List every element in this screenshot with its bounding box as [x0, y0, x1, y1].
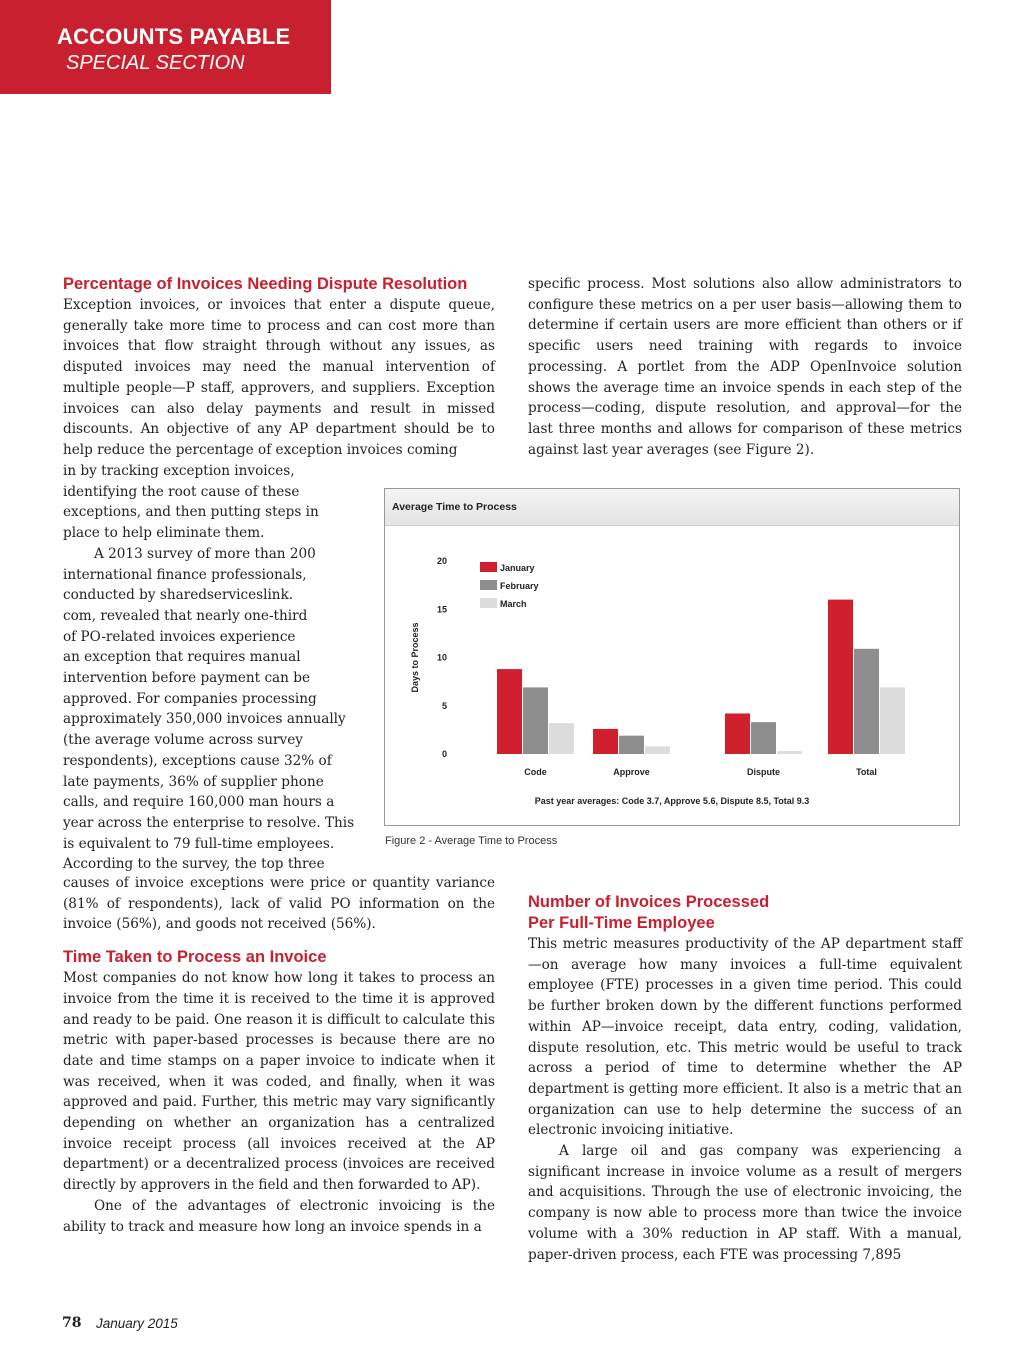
y-tick-label: 10	[436, 652, 447, 663]
text-line: intervention before payment can be	[63, 670, 310, 687]
bar-march-code	[549, 723, 574, 754]
bar-january-dispute	[725, 713, 750, 754]
text-line: year across the enterprise to resolve. This	[63, 814, 355, 831]
issue-date: January 2015	[96, 1316, 178, 1331]
chart-title: Average Time to Process	[392, 501, 517, 513]
banner-subtitle: SPECIAL SECTION	[66, 52, 245, 74]
text-line: com, revealed that nearly one-third	[63, 607, 308, 624]
x-tick-label: Dispute	[746, 767, 781, 777]
paragraph-productivity: This metric measures productivity of the AP department staff—on average how many invoices a full-time equivalent employee (FTE) processes in a given time period. This could be further broken down by the different functions performed within AP—invoice receipt, data entry, coding, validation, dispute resolution, etc. This metric would be useful to track across a period of time to determine whether the AP department is getting more efficient. It also is a metric that an organization can use to help determine the success of an electronic invoicing initiative.	[528, 936, 962, 1139]
bar-february-total	[854, 649, 879, 754]
figure-average-time	[384, 488, 960, 826]
text-line: According to the survey, the top three	[63, 856, 325, 873]
bar-january-code	[497, 669, 522, 754]
text-line: of PO-related invoices experience	[63, 628, 296, 645]
text-line: international finance professionals,	[63, 566, 307, 583]
bar-february-dispute	[751, 722, 776, 754]
paragraph-time-to-process: Most companies do not know how long it takes to process an invoice from the time it is received to the time it is approved and ready to be paid. One reason it is difficult to calculate this metric with paper-based processes is because there are no date and time stamps on a paper invoice to indicate when it was received, when it was coded, and finally, when it was approved and paid. Further, this metric may vary significantly depending on whether an organization has a centralized invoice receipt process (all invoices received at the AP department) or a decentralized process (invoices are received directly by approvers in the field and then forwarded to AP).	[63, 970, 495, 1194]
paragraph-exception-invoices: Exception invoices, or invoices that enter a dispute queue, generally take more time to process and can cost more than invoices that flow straight through without any issues, as disputed invoices may need the manual intervention of multiple people—P staff, approvers, and suppliers. Exception invoices can also delay payments and result in missed discounts. An objective of any AP department should be to help reduce the percentage of exception invoices coming	[63, 297, 495, 458]
text-line: exceptions, and then putting steps in	[63, 504, 319, 521]
heading-time-to-process: Time Taken to Process an Invoice	[63, 948, 327, 967]
bar-chart	[385, 525, 959, 825]
heading-line-1: Number of Invoices Processed	[528, 893, 770, 911]
bar-february-approve	[619, 736, 644, 754]
text-line: conducted by sharedserviceslink.	[63, 587, 294, 604]
paragraph-oil-gas: A large oil and gas company was experiencing a significant increase in invoice volume as a result of mergers and acquisitions. Through the use of electronic invoicing, the company is now able to process more than twice the invoice volume with a 30% reduction in AP staff. With a manual, paper-driven process, each FTE was processing 7,895	[528, 1143, 962, 1263]
text-line: in by tracking exception invoices,	[63, 463, 295, 479]
bar-january-approve	[593, 729, 618, 754]
heading-invoices-per-fte	[528, 892, 962, 934]
text-line: calls, and require 160,000 man hours a	[63, 794, 335, 811]
bar-march-approve	[645, 746, 670, 754]
paragraph-survey-tail: causes of invoice exceptions were price or quantity variance (81% of respondents), lack of valid PO information on the invoice (56%), and goods not received (56%).	[63, 875, 495, 933]
text-line: approximately 350,000 invoices annually	[63, 711, 346, 728]
left-column-narrow	[63, 461, 378, 875]
text-line: A 2013 survey of more than 200	[94, 545, 316, 562]
text-line: respondents), exceptions cause 32% of	[63, 752, 332, 769]
y-axis-label: Days to Process	[410, 622, 420, 693]
legend-swatch-march	[480, 598, 497, 608]
text-line: an exception that requires manual	[63, 649, 301, 666]
x-tick-label: Code	[524, 767, 547, 777]
legend-swatch-january	[480, 562, 497, 572]
text-line: approved. For companies processing	[63, 690, 317, 707]
legend-label: February	[500, 581, 539, 591]
y-tick-label: 5	[441, 700, 447, 711]
bar-march-total	[880, 687, 905, 754]
chart-annotation: Past year averages: Code 3.7, Approve 5.6, Dispute 8.5, Total 9.3	[534, 796, 810, 806]
heading-line-2: Per Full-Time Employee	[528, 914, 715, 932]
legend-swatch-february	[480, 580, 497, 590]
text-line: (the average volume across survey	[63, 732, 303, 749]
paragraph-specific-process: specific process. Most solutions also allow administrators to configure these metrics on a per user basis—allowing them to determine if certain users are more efficient than others or if specific users need training with regards to invoice processing. A portlet from the ADP OpenInvoice solution shows the average time an invoice spends in each step of the process—coding, dispute resolution, and approval—for the last three months and allows for comparison of these metrics against last year averages (see Figure 2).	[528, 276, 962, 458]
right-column-bottom	[528, 892, 962, 1265]
left-column-top	[63, 274, 495, 461]
bar-january-total	[828, 600, 853, 754]
legend-label: January	[500, 563, 535, 573]
right-column-top	[528, 274, 962, 460]
paragraph-electronic-invoicing: One of the advantages of electronic invoicing is the ability to track and measure how long an invoice spends in a	[63, 1197, 495, 1235]
figure-caption: Figure 2 - Average Time to Process	[385, 835, 558, 847]
y-tick-label: 0	[441, 749, 447, 759]
heading-dispute-resolution: Percentage of Invoices Needing Dispute Resolution	[63, 275, 468, 293]
bar-february-code	[523, 687, 548, 754]
text-line: late payments, 36% of supplier phone	[63, 773, 324, 790]
x-tick-label: Total	[856, 767, 877, 777]
page-number: 78	[62, 1315, 82, 1331]
legend-label: March	[500, 599, 527, 609]
bar-march-dispute	[777, 751, 802, 754]
text-line: is equivalent to 79 full-time employees.	[63, 835, 335, 852]
section-banner	[0, 0, 331, 94]
banner-title: ACCOUNTS PAYABLE	[57, 24, 291, 49]
y-tick-label: 20	[436, 556, 447, 566]
left-column-bottom	[63, 873, 495, 1237]
y-tick-label: 15	[436, 604, 447, 615]
text-line: place to help eliminate them.	[63, 525, 265, 542]
figure-header	[385, 489, 959, 526]
x-tick-label: Approve	[613, 767, 650, 777]
text-line: identifying the root cause of these	[63, 483, 300, 500]
